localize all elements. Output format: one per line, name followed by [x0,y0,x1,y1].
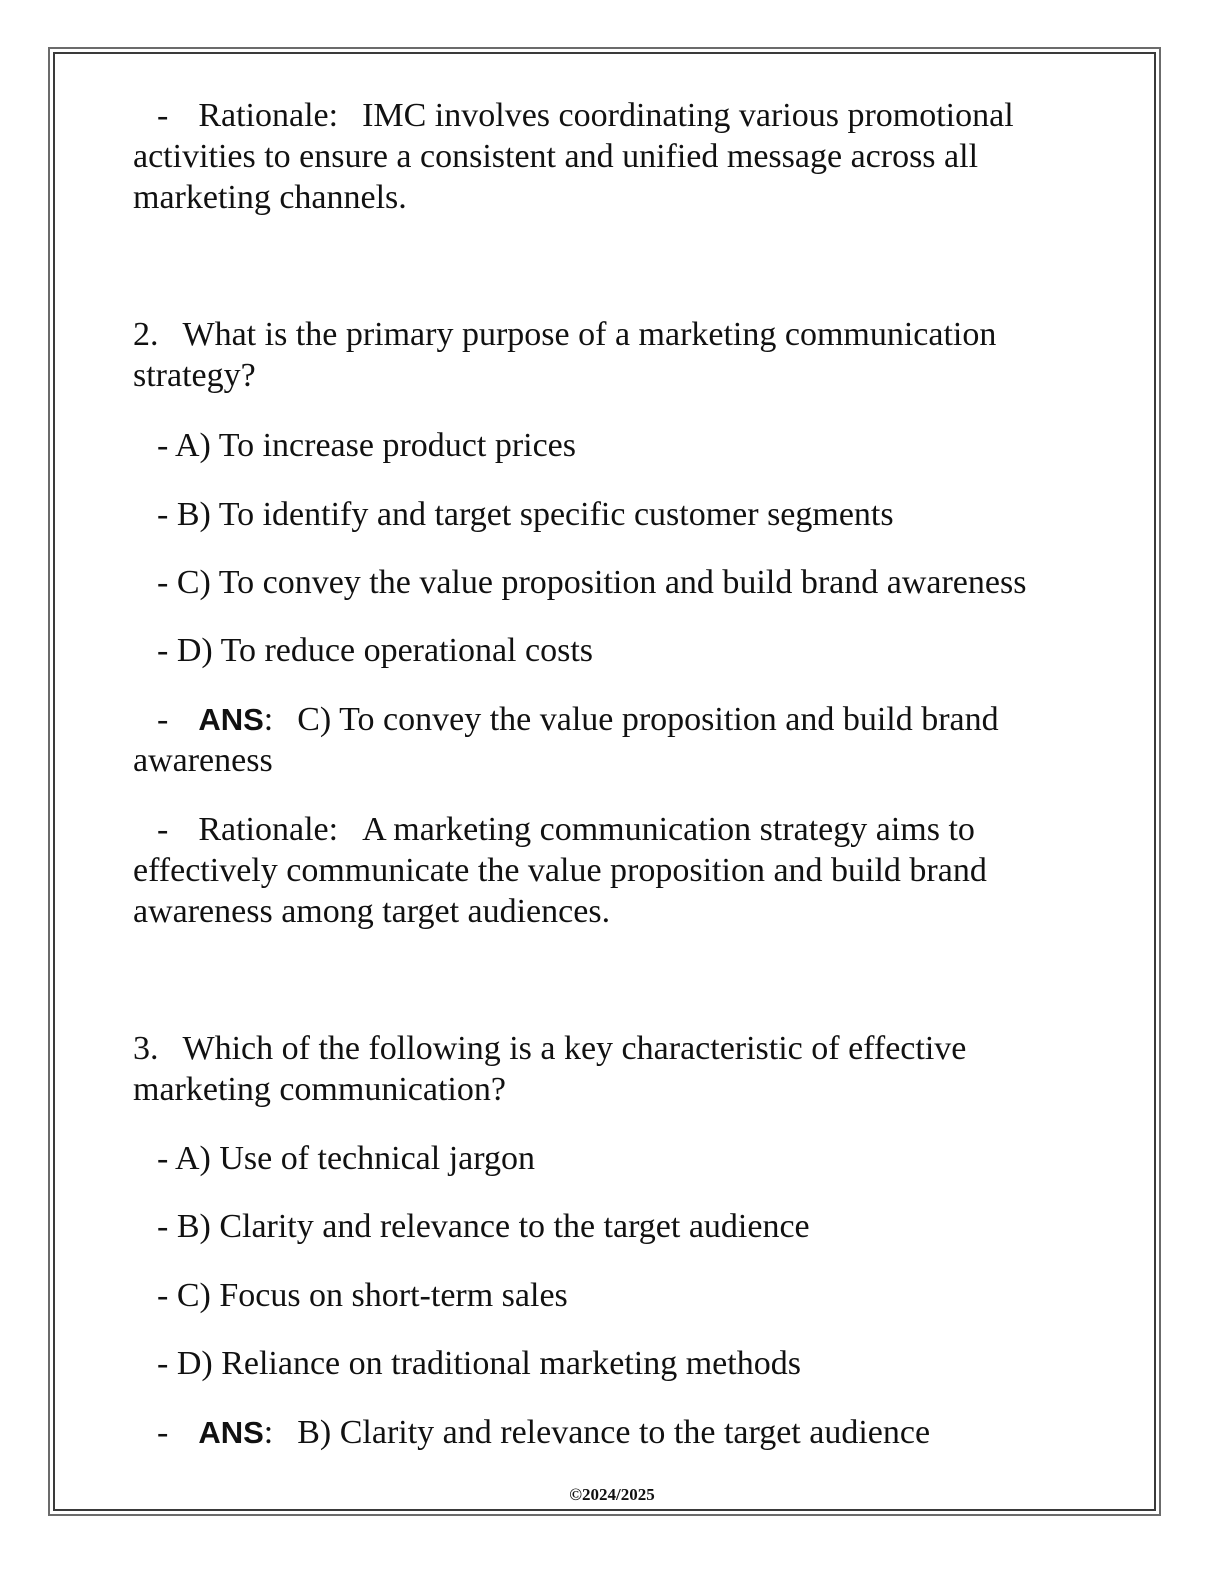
rationale-label: Rationale: [198,811,339,848]
q2-option-b: - B) To identify and target specific customer segments [157,496,894,533]
question-3 [133,1028,1093,1110]
answer-colon: : [263,1414,274,1451]
q2-option-d: - D) To reduce operational costs [157,632,594,669]
answer-text-line2: awareness [133,742,273,779]
answer-colon: : [263,701,274,738]
rationale-label: Rationale: [198,97,339,134]
q3-answer [133,1412,1093,1453]
rationale-text-line1: A marketing communication strategy aims to [362,811,975,848]
question-text-line1: What is the primary purpose of a marketing communication [182,316,997,353]
answer-label: ANS [198,702,264,737]
rationale-text-line3: marketing channels. [133,179,407,216]
rationale-text-line1: IMC involves coordinating various promotional [362,97,1014,134]
rationale-dash: - [157,97,169,134]
answer-dash: - [157,701,169,738]
question-text-line2: marketing communication? [133,1071,506,1108]
copyright-footer: ©2024/2025 [569,1485,655,1504]
question-2 [133,314,1093,396]
question-number: 2. [133,316,159,353]
q3-option-c: - C) Focus on short-term sales [157,1277,568,1314]
answer-text-line1: B) Clarity and relevance to the target audience [297,1414,931,1451]
q2-option-c: - C) To convey the value proposition and build brand awareness [157,564,1027,601]
q3-option-b: - B) Clarity and relevance to the target audience [157,1208,810,1245]
answer-label: ANS [198,1415,264,1450]
rationale-dash: - [157,811,169,848]
rationale-text-line3: awareness among target audiences. [133,893,611,930]
rationale-text-line2: effectively communicate the value proposition and build brand [133,852,987,889]
q2-rationale [133,809,1093,932]
q1-rationale [133,95,1093,218]
question-text-line2: strategy? [133,357,256,394]
q3-option-a: - A) Use of technical jargon [157,1140,535,1177]
answer-dash: - [157,1414,169,1451]
q2-option-a: - A) To increase product prices [157,427,577,464]
q3-option-d: - D) Reliance on traditional marketing methods [157,1345,801,1382]
question-number: 3. [133,1030,159,1067]
answer-text-line1: C) To convey the value proposition and build brand [297,701,999,738]
rationale-text-line2: activities to ensure a consistent and unified message across all [133,138,979,175]
q2-answer [133,699,1093,781]
question-text-line1: Which of the following is a key characteristic of effective [182,1030,967,1067]
